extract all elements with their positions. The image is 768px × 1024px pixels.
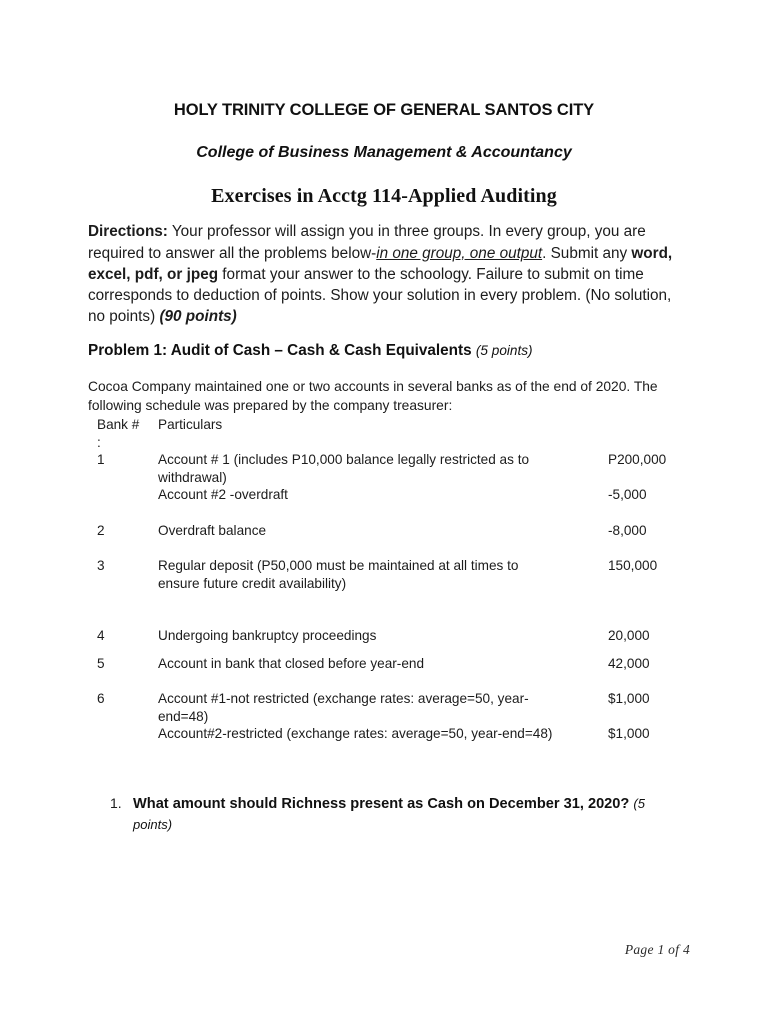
row-particulars: Account in bank that closed before year-end — [158, 655, 425, 671]
row-amount: 20,000 — [608, 628, 650, 643]
row-amount: 150,000 — [608, 558, 658, 573]
row-spacer — [88, 539, 688, 557]
row-spacer — [88, 645, 688, 655]
table-row — [88, 655, 688, 673]
row-amount: -5,000 — [608, 487, 647, 502]
institution-title: HOLY TRINITY COLLEGE OF GENERAL SANTOS CITY — [173, 101, 595, 120]
row-bank-number: 4 — [97, 628, 105, 643]
table-row — [88, 557, 688, 592]
directions-formats: word, excel, pdf, or jpeg — [88, 244, 673, 283]
row-particulars: Account#2-restricted (exchange rates: average=50, year-end=48) — [158, 726, 553, 741]
page-footer: Page 1 of 4 — [624, 942, 690, 957]
question-prompt: What amount should Richness present as Cash on December 31, 2020? — [133, 796, 634, 812]
row-amount: $1,000 — [608, 691, 650, 706]
row-spacer — [88, 672, 688, 690]
row-particulars: Regular deposit (P50,000 must be maintained at all times to ensure future credit availability) — [158, 558, 519, 591]
row-spacer-large — [88, 592, 688, 627]
row-bank-number: 5 — [97, 655, 105, 671]
column-header-bank-colon: : — [97, 434, 101, 450]
row-particulars: Account # 1 (includes P10,000 balance legally restricted as to withdrawal) — [158, 452, 530, 485]
row-particulars: Undergoing bankruptcy proceedings — [158, 628, 377, 643]
directions-text-2: . Submit any — [542, 244, 632, 262]
table-row — [88, 627, 688, 645]
column-header-particulars: Particulars — [158, 417, 223, 432]
bank-schedule-table — [88, 416, 688, 743]
row-bank-number: 6 — [97, 691, 105, 706]
table-row — [88, 486, 688, 504]
question-list — [88, 794, 682, 835]
row-amount: P200,000 — [608, 452, 667, 467]
row-amount: $1,000 — [608, 726, 650, 741]
question-body — [133, 796, 645, 833]
row-amount: -8,000 — [608, 522, 647, 538]
row-bank-number: 2 — [97, 522, 105, 538]
row-bank-number: 3 — [97, 558, 105, 573]
list-item — [88, 794, 682, 835]
table-row — [88, 725, 688, 743]
table-header-row-continuation — [88, 434, 688, 452]
column-header-bank: Bank # — [97, 417, 140, 432]
exercise-title: Exercises in Acctg 114-Applied Auditing — [211, 184, 557, 207]
row-spacer — [88, 504, 688, 522]
directions-total-points: (90 points) — [159, 308, 237, 326]
problem-heading — [88, 342, 688, 360]
directions-text-3: format your answer to the schoology. Failure to submit on time corresponds to deduction of points. Show your solution in every problem. (No solution, no points) — [88, 265, 672, 326]
question-points: (5 points) — [133, 796, 645, 832]
directions-text-1: Your professor will assign you in three groups. In every group, you are required to answer all the problems below- — [88, 223, 646, 262]
directions-paragraph — [88, 221, 682, 327]
row-amount: 42,000 — [608, 655, 650, 671]
directions-label: Directions: — [88, 223, 168, 241]
problem-heading-points: (5 points) — [475, 343, 533, 359]
problem-intro-paragraph: Cocoa Company maintained one or two accounts in several banks as of the end of 2020. The following schedule was prepared by the company treasurer: — [88, 378, 658, 414]
department-subtitle: College of Business Management & Accountancy — [196, 144, 572, 162]
table-row — [88, 451, 688, 486]
table-row — [88, 690, 688, 725]
row-particulars: Account #1-not restricted (exchange rates: average=50, year-end=48) — [158, 691, 529, 724]
question-number: 1. — [110, 795, 122, 811]
directions-emphasis: in one group, one output — [376, 244, 543, 262]
row-particulars: Account #2 -overdraft — [158, 487, 288, 502]
table-row — [88, 522, 688, 540]
table-header-row — [88, 416, 688, 434]
problem-heading-text: Problem 1: Audit of Cash – Cash & Cash Equivalents — [88, 342, 472, 360]
row-particulars: Overdraft balance — [158, 522, 267, 538]
row-bank-number: 1 — [97, 452, 105, 467]
